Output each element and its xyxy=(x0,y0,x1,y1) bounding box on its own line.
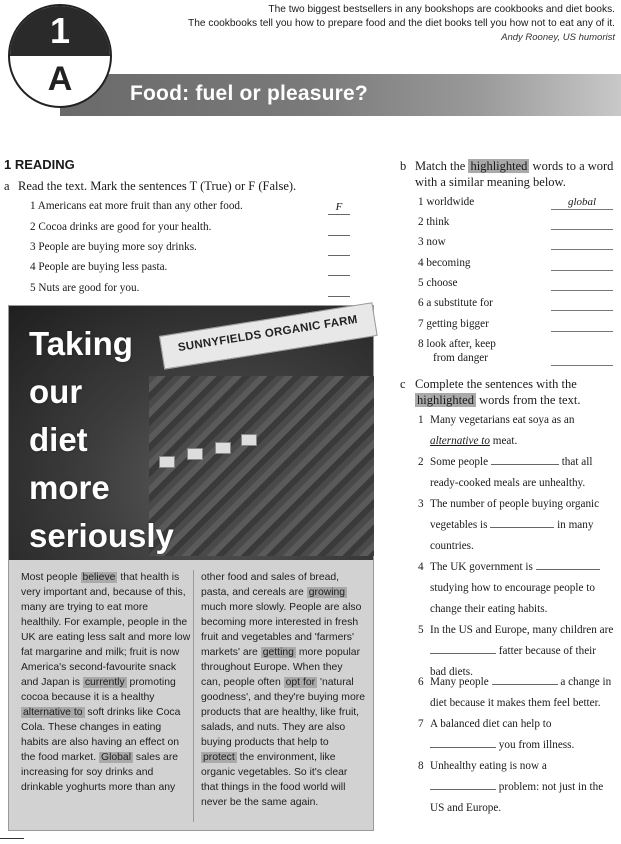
completion-item xyxy=(418,410,614,452)
tf-answer-blank[interactable] xyxy=(328,283,350,297)
sentence-end: problem: not just in the US and Europe. xyxy=(430,781,604,814)
quote-author: Andy Rooney, US humorist xyxy=(501,32,615,43)
highlighted-word: currently xyxy=(84,677,125,688)
unit-title: Food: fuel or pleasure? xyxy=(130,82,368,105)
part-b-instruction xyxy=(400,158,614,190)
part-c-instruction xyxy=(400,376,614,408)
completion-number: 2 xyxy=(418,456,424,468)
match-item-text: 7 getting bigger xyxy=(418,318,489,330)
tf-item-text: 2 Cocoa drinks are good for your health. xyxy=(30,221,212,233)
tf-item-text: 1 Americans eat more fruit than any other food. xyxy=(30,200,243,212)
article-text-run: soft drinks like Coca Cola. These changes in eating habits are also having an effect on the food market. xyxy=(21,707,181,763)
match-item-text: 8 look after, keep xyxy=(418,338,496,350)
completion-sentence xyxy=(418,672,614,714)
sentence-end: fatter because of their bad diets. xyxy=(430,645,597,678)
tf-item-text: 4 People are buying less pasta. xyxy=(30,261,168,273)
match-item-text: 1 worldwide xyxy=(418,196,475,208)
headline-line: seriously xyxy=(29,517,174,554)
headline-line: our xyxy=(29,373,83,410)
match-item-text: from danger xyxy=(433,352,488,364)
highlighted-word: opt for xyxy=(285,677,316,688)
article-box xyxy=(8,305,374,831)
part-b-highlight: highlighted xyxy=(470,159,528,173)
unit-badge xyxy=(8,4,112,108)
farm-sign xyxy=(159,302,378,369)
part-a-label: a xyxy=(4,179,10,193)
article-body xyxy=(9,562,373,828)
part-c-label: c xyxy=(400,377,406,391)
completion-sentence xyxy=(418,452,614,494)
completion-sentence xyxy=(418,557,614,620)
sentence-end: meat. xyxy=(489,435,518,447)
sentence-start: The UK government is xyxy=(430,561,536,573)
headline-line: Taking xyxy=(29,325,133,362)
unit-letter: A xyxy=(47,60,73,98)
sentence-end: in many countries. xyxy=(430,519,594,552)
completion-number: 7 xyxy=(418,718,424,730)
tf-item-text: 5 Nuts are good for you. xyxy=(30,282,140,294)
answer-blank[interactable] xyxy=(491,453,559,465)
quote-line-1: The two biggest bestsellers in any bookshops are cookbooks and diet books. xyxy=(268,4,615,15)
sentence-end: a change in diet because it makes them feel better. xyxy=(430,676,612,709)
unit-number: 1 xyxy=(49,10,71,51)
completion-sentence xyxy=(418,494,614,557)
tf-answer-blank[interactable] xyxy=(328,242,350,256)
completion-sentence xyxy=(418,756,614,819)
highlighted-word: growing xyxy=(308,587,346,598)
highlighted-word: Global xyxy=(100,752,132,763)
article-text-run: sales are increasing for soy drinks and drinkable yoghurts more than any xyxy=(21,752,179,793)
answer-blank[interactable] xyxy=(430,778,496,790)
column-divider xyxy=(193,570,194,822)
article-text-run: other food and sales of bread, pasta, and cereals are xyxy=(201,572,340,598)
sentence-start: Some people xyxy=(430,456,491,468)
completion-item xyxy=(418,452,614,494)
completion-number: 3 xyxy=(418,498,424,510)
completion-sentence xyxy=(418,714,614,756)
article-text-run: the environment, like organic vegetables. So it's clear that things in the food world will never be the same again. xyxy=(201,752,348,808)
match-answer-blank[interactable] xyxy=(551,297,613,311)
completion-item xyxy=(418,714,614,756)
sentence-start: In the US and Europe, many children are xyxy=(430,624,614,636)
answer-blank[interactable] xyxy=(430,642,496,654)
sentence-end: studying how to encourage people to change their eating habits. xyxy=(430,582,595,615)
highlighted-word: protect xyxy=(203,752,235,763)
page-edge-mark xyxy=(0,838,24,839)
tf-answer-blank[interactable] xyxy=(328,262,350,276)
article-text-run: promoting cocoa because it is a healthy xyxy=(21,677,176,703)
completion-item xyxy=(418,756,614,819)
price-tag xyxy=(187,448,203,460)
sentence-start: Unhealthy eating is now a xyxy=(430,760,547,772)
completion-item xyxy=(418,494,614,557)
sentence-start: A balanced diet can help to xyxy=(430,718,552,730)
completion-item xyxy=(418,672,614,714)
part-c-text-post: words from the text. xyxy=(475,393,581,407)
sentence-end: you from illness. xyxy=(496,739,575,751)
section-heading: 1 READING xyxy=(4,157,75,172)
title-banner xyxy=(60,74,621,116)
match-item-text: 4 becoming xyxy=(418,257,471,269)
article-text-run: 'natural goodness', and they're buying more products that are healthy, like fruit, salads, and nuts. They are also buying products that help to xyxy=(201,677,365,748)
completion-answer[interactable]: alternative to xyxy=(430,435,490,447)
market-photo xyxy=(9,306,373,560)
article-text-run: more popular throughout Europe. When they can, people often xyxy=(201,647,361,688)
headline-line: more xyxy=(29,469,110,506)
answer-blank[interactable] xyxy=(536,558,600,570)
completion-number: 6 xyxy=(418,676,424,688)
completion-number: 5 xyxy=(418,624,424,636)
completion-number: 1 xyxy=(418,414,424,426)
match-item-text: 6 a substitute for xyxy=(418,297,493,309)
match-answer-blank[interactable] xyxy=(551,257,613,271)
article-text-run: that health is very important and, because of this, many are trying to eat more healthily. For example, people in the UK are eating less salt and more low fat margarine and milk; fruit is now America's second-favourite snack and Japan is xyxy=(21,572,191,688)
highlighted-word: getting xyxy=(262,647,294,658)
completion-sentence xyxy=(418,410,614,452)
article-column-2 xyxy=(201,570,365,810)
quote-line-2: The cookbooks tell you how to prepare food and the diet books tell you how not to eat any of it. xyxy=(187,18,615,29)
article-column-1 xyxy=(21,570,191,795)
answer-blank[interactable] xyxy=(490,516,554,528)
match-item-text: 3 now xyxy=(418,236,446,248)
epigraph-quote xyxy=(188,3,615,45)
completion-item xyxy=(418,557,614,620)
sentence-end: that all ready-cooked meals are unhealthy. xyxy=(430,456,593,489)
sentence-start: Many vegetarians eat soya as an xyxy=(430,414,575,426)
farm-sign-text: SUNNYFIELDS ORGANIC FARM xyxy=(177,313,359,355)
part-a-text: Read the text. Mark the sentences T (True) or F (False). xyxy=(18,179,297,193)
part-c-highlight: highlighted xyxy=(417,393,474,407)
sentence-start: Many people xyxy=(430,676,492,688)
completion-number: 8 xyxy=(418,760,424,772)
answer-blank[interactable] xyxy=(492,673,558,685)
article-headline xyxy=(29,320,174,560)
price-tag xyxy=(215,442,231,454)
highlighted-word: alternative to xyxy=(23,707,83,718)
part-b-label: b xyxy=(400,159,407,173)
tf-item-text: 3 People are buying more soy drinks. xyxy=(30,241,197,253)
match-item-text: 2 think xyxy=(418,216,450,228)
match-item-text: 5 choose xyxy=(418,277,458,289)
sentence-start: The number of people buying organic vegetables is xyxy=(430,498,600,531)
article-text-run: much more slowly. People are also becoming more interested in fresh fruit and vegetables and 'farmers' markets' are xyxy=(201,602,362,658)
part-a-instruction xyxy=(4,178,344,194)
part-c-text-pre: Complete the sentences with the xyxy=(415,377,577,391)
match-answer-blank[interactable] xyxy=(551,352,613,366)
vegetable-stall xyxy=(149,376,374,556)
completion-number: 4 xyxy=(418,561,424,573)
match-answer-blank[interactable] xyxy=(551,216,613,230)
part-b-text-pre: Match the xyxy=(415,159,469,173)
article-text-run: Most people xyxy=(21,572,81,583)
highlighted-word: believe xyxy=(82,572,116,583)
part-b-text-post: words to a word with a similar meaning below. xyxy=(415,159,614,189)
answer-blank[interactable] xyxy=(430,736,496,748)
match-answer-blank[interactable]: global xyxy=(551,196,613,210)
price-tag xyxy=(241,434,257,446)
match-answer-blank[interactable] xyxy=(551,236,613,250)
headline-line: diet xyxy=(29,421,88,458)
match-answer-blank[interactable] xyxy=(551,277,613,291)
match-answer-blank[interactable] xyxy=(551,318,613,332)
tf-answer-blank[interactable] xyxy=(328,222,350,236)
tf-answer-blank[interactable]: F xyxy=(328,201,350,215)
